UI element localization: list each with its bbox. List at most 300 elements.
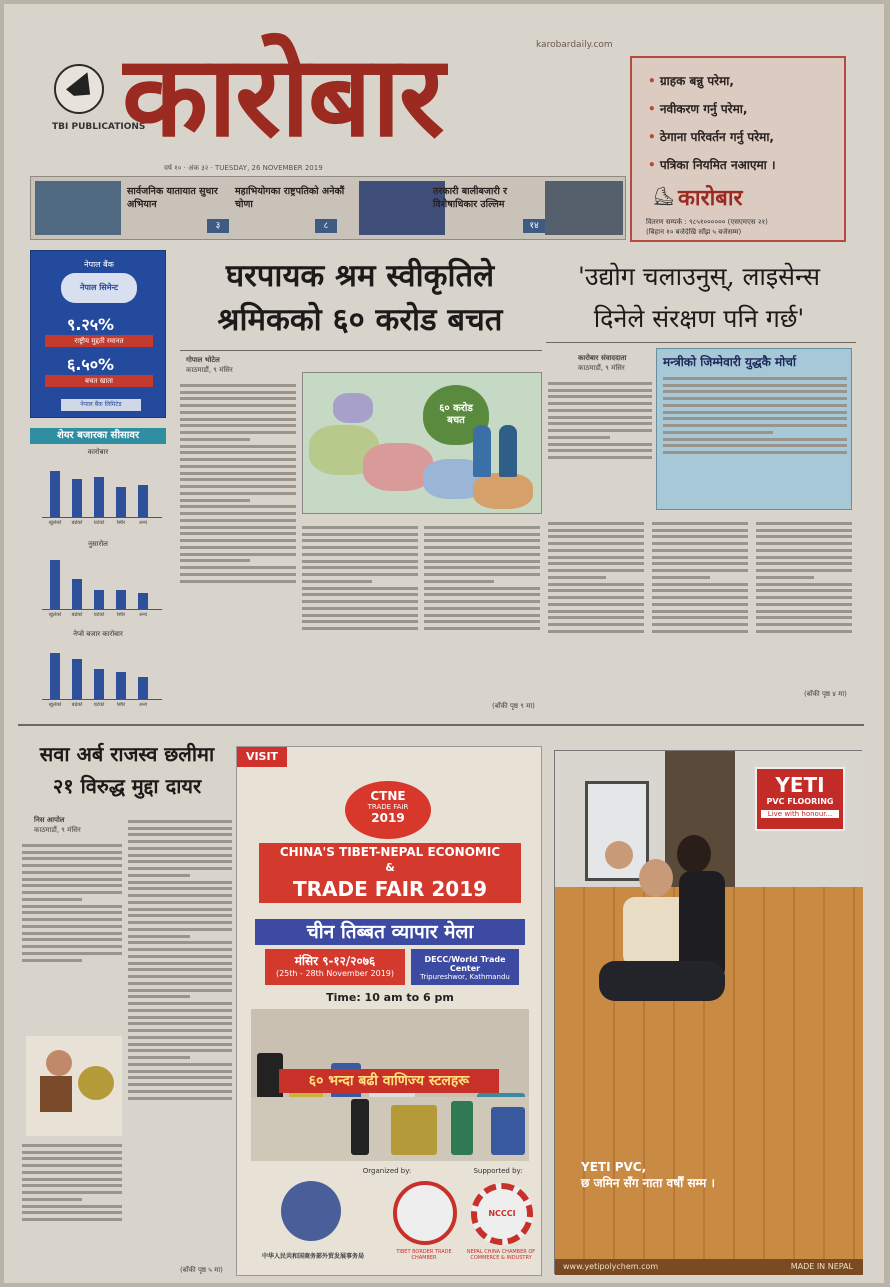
text-line [424, 553, 540, 556]
text-line [652, 535, 748, 538]
text-line [548, 616, 644, 619]
third-dateline: काठमाडौं, ९ मंसिर [34, 826, 81, 834]
text-line [302, 573, 418, 576]
text-line [424, 533, 540, 536]
nccci-name: NEPAL CHINA CHAMBER OF COMMERCE & INDUSTRY [466, 1249, 536, 1261]
text-line [128, 948, 232, 951]
text-line [652, 616, 748, 619]
text-line [22, 1184, 122, 1187]
text-line [663, 377, 847, 380]
text-line [128, 928, 232, 931]
text-line [180, 532, 296, 535]
badge-text: 2019 [371, 811, 405, 825]
text-line [663, 397, 847, 400]
fair-date-english: (25th - 28th November 2019) [275, 969, 395, 978]
text-line [652, 576, 710, 579]
text-line [22, 1198, 82, 1201]
cartoon-body [40, 1076, 72, 1112]
text-line [652, 630, 748, 633]
text-line [22, 871, 122, 874]
text-line [548, 542, 644, 545]
bank-ad-rate: ९.२५% [67, 315, 115, 334]
tbtc-name: TIBET BORDER TRADE CHAMBER [396, 1249, 452, 1261]
text-line [424, 600, 540, 603]
cartoon-head [46, 1050, 72, 1076]
yeti-slogan [581, 1159, 715, 1191]
text-line [22, 952, 122, 955]
text-line [548, 456, 652, 459]
text-line [663, 404, 847, 407]
third-column [22, 1140, 122, 1274]
text-line [128, 1009, 232, 1012]
organizer-logo [281, 1181, 341, 1241]
text-line [302, 607, 418, 610]
lead-headline-line: घरपायक श्रम स्वीकृतिले [225, 258, 495, 294]
fair-venue [411, 949, 519, 985]
text-line [302, 539, 418, 542]
products-image [251, 1097, 529, 1161]
text-line [663, 390, 847, 393]
text-line [128, 1063, 232, 1066]
text-line [128, 820, 232, 823]
text-line [128, 833, 232, 836]
text-line [180, 397, 296, 400]
second-byline: कारोबार संवाददाता [578, 354, 627, 362]
section-divider [18, 724, 864, 726]
market-chart-category: बढेको [71, 612, 83, 618]
market-chart-bar [116, 590, 126, 609]
text-line [424, 573, 540, 576]
text-line [756, 623, 852, 626]
text-line [652, 603, 748, 606]
market-chart-category: बढेको [71, 702, 83, 708]
market-chart-category: स्थिर [116, 612, 126, 618]
text-line [22, 925, 122, 928]
teaser-text: सार्वजनिक यातायात सुधार अभियान [127, 186, 218, 210]
text-line [756, 576, 814, 579]
text-line [128, 840, 232, 843]
text-line [302, 553, 418, 556]
market-chart [28, 448, 168, 536]
text-line [302, 600, 418, 603]
text-line [548, 522, 644, 525]
person-icon [499, 425, 517, 477]
second-headline [544, 256, 854, 340]
text-line [424, 614, 540, 617]
text-line [756, 596, 852, 599]
text-line [756, 569, 852, 572]
lead-byline: गोपाल भोटेल [186, 356, 220, 364]
teaser-text: तरकारी बालीबजारी र विशेषाधिकार उल्लिम [433, 186, 507, 210]
text-line [180, 580, 296, 583]
fair-title: TRADE FAIR 2019 [259, 875, 521, 903]
text-line [22, 1171, 122, 1174]
people-icon [463, 407, 523, 477]
teaser-image [545, 181, 623, 235]
text-line [128, 921, 232, 924]
child-head [605, 841, 633, 869]
text-line [756, 610, 852, 613]
text-line [22, 905, 122, 908]
market-chart-category: खुलेको [48, 612, 62, 618]
text-line [424, 560, 540, 563]
third-byline: निस आपोल [34, 816, 65, 824]
text-line [756, 549, 852, 552]
text-line [128, 867, 232, 870]
person-icon [473, 425, 491, 477]
text-line [22, 1178, 122, 1181]
text-line [548, 443, 652, 446]
text-line [180, 404, 296, 407]
second-continue[interactable]: (बाँकी पृष्ठ ४ मा) [804, 690, 847, 698]
fair-title-nepali: चीन तिब्बत व्यापार मेला [255, 919, 525, 945]
text-line [128, 941, 232, 944]
text-line [128, 989, 232, 992]
market-chart-plot [42, 554, 162, 610]
teaser-page: ८ [315, 219, 337, 233]
market-chart-category: घटेको [93, 520, 105, 526]
text-line [22, 844, 122, 847]
text-line [180, 539, 296, 542]
market-chart-category: स्थिर [116, 702, 126, 708]
text-line [180, 566, 296, 569]
text-line [424, 627, 540, 630]
market-chart-title: नुसारोल [88, 540, 108, 548]
nccci-logo [471, 1183, 533, 1245]
teaser-strip [30, 176, 626, 240]
text-line [180, 546, 296, 549]
text-line [22, 891, 122, 894]
text-line [548, 569, 644, 572]
text-line [128, 955, 232, 958]
text-line [663, 424, 847, 427]
product [451, 1101, 473, 1155]
second-headline-line: 'उद्योग चलाउनुस्, लाइसेन्स [577, 262, 821, 291]
text-line [548, 623, 644, 626]
text-line [128, 1076, 232, 1079]
third-headline-line: २१ विरुद्ध मुद्दा दायर [52, 774, 202, 798]
text-line [652, 549, 748, 552]
trade-fair-ad[interactable] [236, 746, 542, 1276]
third-column [22, 840, 122, 1030]
fair-time: Time: 10 am to 6 pm [326, 991, 454, 1004]
text-line [663, 384, 847, 387]
text-line [180, 559, 250, 562]
fair-venue-name: DECC/World Trade Center [424, 955, 506, 973]
map-region [473, 473, 533, 509]
text-line [180, 485, 296, 488]
text-line [128, 854, 232, 857]
text-line [652, 623, 748, 626]
text-line [756, 616, 852, 619]
fair-title-amp: & [259, 861, 521, 875]
text-line [22, 918, 122, 921]
text-line [128, 975, 232, 978]
text-line [652, 596, 748, 599]
text-line [22, 959, 82, 962]
ctne-badge [345, 781, 431, 839]
text-line [22, 1191, 122, 1194]
subscription-note: वितरण सम्पर्क : ९८५१०००००० (एसएमएस २१) [646, 218, 768, 226]
text-line [756, 603, 852, 606]
text-line [180, 458, 296, 461]
text-line [180, 519, 296, 522]
text-line [663, 451, 847, 454]
market-chart [28, 540, 168, 628]
second-column [548, 378, 652, 514]
divider [546, 342, 856, 343]
subscription-box [630, 56, 846, 242]
text-line [22, 878, 122, 881]
badge-text: TRADE FAIR [367, 803, 409, 811]
teaser-page: ३ [207, 219, 229, 233]
text-line [548, 529, 644, 532]
text-line [302, 593, 418, 596]
sidebox-text [663, 373, 847, 507]
text-line [22, 1144, 122, 1147]
organized-label: Organized by: [362, 1167, 412, 1175]
market-chart-category: घटेको [93, 612, 105, 618]
publisher-name: TBI PUBLICATIONS [52, 122, 146, 132]
market-chart [28, 630, 168, 718]
lead-headline [180, 254, 540, 342]
text-line [663, 431, 773, 434]
teaser-item[interactable] [229, 177, 427, 239]
market-chart-bar [116, 487, 126, 517]
text-line [22, 1157, 122, 1160]
text-line [548, 610, 644, 613]
text-line [756, 556, 852, 559]
text-line [22, 1164, 122, 1167]
text-line [22, 932, 122, 935]
fair-slogan: ६० भन्दा बढी वाणिज्य स्टलहरू [279, 1069, 499, 1093]
market-chart-bar [72, 479, 82, 517]
text-line [180, 526, 296, 529]
text-line [128, 1049, 232, 1052]
text-line [424, 580, 494, 583]
bank-ad[interactable] [30, 250, 166, 418]
text-line [548, 389, 652, 392]
text-line [180, 505, 296, 508]
text-line [548, 422, 652, 425]
text-line [180, 418, 296, 421]
text-line [128, 901, 232, 904]
yeti-logo [755, 767, 845, 831]
market-chart-category: अन्य [138, 702, 148, 708]
text-line [180, 451, 296, 454]
text-line [548, 535, 644, 538]
text-line [663, 438, 847, 441]
bank-ad-label: राष्ट्रीय मुद्दती रमानत [45, 335, 153, 347]
text-line [22, 1211, 122, 1214]
text-line [424, 593, 540, 596]
text-line [128, 860, 232, 863]
text-line [180, 492, 296, 495]
lead-column [180, 380, 296, 698]
product [391, 1105, 437, 1155]
market-chart-bar [50, 653, 60, 699]
teaser-item[interactable] [31, 177, 229, 239]
text-line [128, 1036, 232, 1039]
text-line [302, 580, 372, 583]
masthead-title: कारोबार [122, 32, 443, 162]
map-region [333, 393, 373, 423]
lead-headline-line: श्रमिकको ६० करोड बचत [217, 302, 503, 338]
product [491, 1107, 525, 1155]
text-line [424, 587, 540, 590]
text-line [652, 583, 748, 586]
text-line [180, 411, 296, 414]
text-line [756, 562, 852, 565]
yeti-url[interactable]: www.yetipolychem.com [563, 1262, 659, 1271]
infographic-label: ६० करोड बचत [439, 403, 473, 426]
shoe-icon: ⛸ [652, 186, 675, 207]
text-line [22, 857, 122, 860]
text-line [128, 1002, 232, 1005]
text-line [128, 874, 190, 877]
market-chart-bar [94, 590, 104, 609]
text-line [128, 894, 232, 897]
text-line [22, 1218, 122, 1221]
text-line [180, 391, 296, 394]
text-line [302, 526, 418, 529]
teaser-item[interactable] [427, 177, 625, 239]
man-head [639, 859, 673, 897]
masthead-site: karobardaily.com [536, 40, 613, 50]
text-line [180, 499, 250, 502]
yeti-sub: PVC FLOORING [766, 797, 834, 806]
market-chart-bar [138, 485, 148, 517]
text-line [756, 542, 852, 545]
text-line [652, 589, 748, 592]
fair-venue-place: Tripureshwor, Kathmandu [420, 973, 510, 981]
text-line [22, 911, 122, 914]
market-chart-bar [50, 560, 60, 609]
third-headline [22, 738, 232, 802]
text-line [756, 630, 852, 633]
text-line [128, 881, 232, 884]
yeti-tagline: Live with honour... [761, 810, 839, 818]
market-chart-bar [138, 593, 148, 609]
tbtc-logo [393, 1181, 457, 1245]
second-column [756, 518, 852, 700]
text-line [128, 995, 190, 998]
text-line [128, 1016, 232, 1019]
text-line [302, 560, 418, 563]
text-line [128, 1097, 232, 1100]
bank-ad-label: बचत खाता [45, 375, 153, 387]
market-chart-title: नेप्से बजार कारोबार [73, 630, 123, 638]
text-line [756, 583, 852, 586]
text-line [302, 546, 418, 549]
text-line [548, 596, 644, 599]
bank-ad-logo: नेपाल सिमेन्ट [61, 273, 137, 303]
text-line [128, 1029, 232, 1032]
text-line [180, 573, 296, 576]
text-line [652, 562, 748, 565]
text-line [548, 436, 610, 439]
text-line [128, 1056, 190, 1059]
text-line [302, 533, 418, 536]
text-line [180, 512, 296, 515]
text-line [128, 914, 232, 917]
text-line [22, 884, 122, 887]
yeti-slogan-line: छ जमिन सँग नाता वर्षौं सम्म । [581, 1176, 716, 1190]
third-continue[interactable]: (बाँकी पृष्ठ ५ मा) [180, 1266, 223, 1274]
supported-label: Supported by: [473, 1167, 523, 1175]
yeti-ad[interactable] [554, 750, 862, 1274]
teaser-page: १४ [523, 219, 545, 233]
text-line [128, 827, 232, 830]
second-column [652, 518, 748, 700]
text-line [302, 587, 418, 590]
text-line [548, 382, 652, 385]
text-line [663, 444, 847, 447]
text-line [302, 620, 418, 623]
text-line [128, 968, 232, 971]
bank-ad-rate: ६.५०% [67, 355, 115, 374]
text-line [128, 1070, 232, 1073]
fair-title: CHINA'S TIBET-NEPAL ECONOMIC [259, 843, 521, 861]
market-chart-bar [50, 471, 60, 517]
masthead-dateline: वर्ष १० · अंक ३२ · TUESDAY, 26 NOVEMBER 2019 [164, 164, 323, 172]
teaser-image [35, 181, 121, 235]
sidebox-title: मन्त्रीको जिम्मेवारी युद्धकै मोर्चा [663, 355, 797, 369]
text-line [424, 620, 540, 623]
market-chart-plot [42, 462, 162, 518]
subscription-item: • पत्रिका नियमित नआएमा । [648, 156, 828, 173]
lead-continue[interactable]: (बाँकी पृष्ठ ९ मा) [492, 702, 535, 710]
text-line [548, 603, 644, 606]
text-line [548, 562, 644, 565]
organizer-name: 中华人民共和国商务部外贸发展事务局 [261, 1253, 364, 1260]
bank-ad-top: नेपाल बैंक [84, 260, 114, 269]
text-line [22, 898, 82, 901]
market-chart-category: बढेको [71, 520, 83, 526]
cartoon-illustration [26, 1036, 122, 1136]
text-line [424, 546, 540, 549]
text-line [128, 962, 232, 965]
text-line [652, 542, 748, 545]
market-heading: शेयर बजारका सीसावर [30, 428, 166, 444]
market-chart-category: खुलेको [48, 702, 62, 708]
text-line [22, 851, 122, 854]
text-line [652, 529, 748, 532]
text-line [548, 449, 652, 452]
text-line [302, 566, 418, 569]
subscription-item: • ठेगाना परिवर्तन गर्नु परेमा, [648, 128, 828, 145]
bank-ad-footer: नेपाल बैंक लिमिटेड [61, 399, 141, 411]
text-line [128, 1022, 232, 1025]
market-chart-category: खुलेको [48, 520, 62, 526]
text-line [22, 864, 122, 867]
teaser-text: महाभियोगका राष्ट्रपतिको अनेकौं चोणा [235, 186, 345, 210]
text-line [22, 945, 122, 948]
fair-date-nepali: मंसिर ९-१२/२०७६ [294, 954, 376, 968]
text-line [302, 614, 418, 617]
market-chart-category: अन्य [138, 520, 148, 526]
text-line [128, 1083, 232, 1086]
text-line [548, 416, 652, 419]
text-line [302, 627, 418, 630]
market-chart-bar [72, 579, 82, 609]
text-line [128, 847, 232, 850]
text-line [652, 610, 748, 613]
text-line [652, 522, 748, 525]
nccci-logo-text: NCCCI [488, 1209, 516, 1218]
text-line [548, 402, 652, 405]
family-photo [595, 841, 735, 1011]
